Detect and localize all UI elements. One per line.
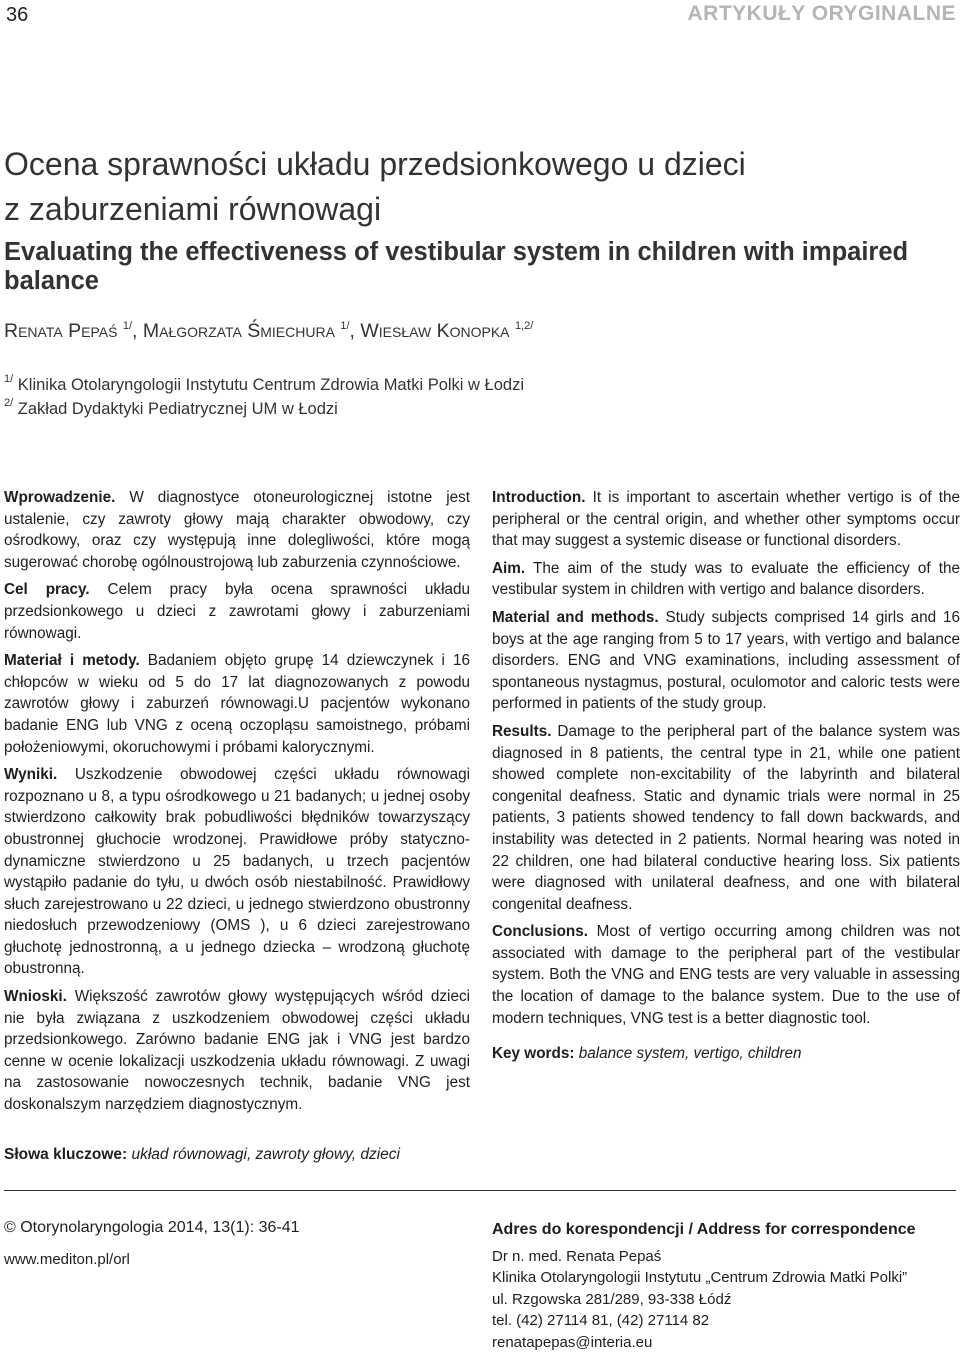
author-2 <box>143 320 361 342</box>
section-text: Study subjects comprised 14 girls and 16 boys at the age ranging from 5 to 17 years, with vertigo and balance disorders. ENG and VNG examinations, including assessment of spontaneous nystagmus, postural, oculomotor and caloric tests were performed in patients of the study group. <box>492 608 960 713</box>
section-heading: Material and methods. <box>492 608 659 626</box>
footer-divider <box>4 1190 956 1191</box>
affiliation-2 <box>4 397 338 419</box>
affiliation-mark: 2/ <box>4 397 14 409</box>
keywords-label: Key words: <box>492 1045 575 1063</box>
author-list <box>4 320 533 343</box>
correspondence-heading: Adres do korespondencji / Address for correspondence <box>492 1221 916 1238</box>
abstract-english <box>492 487 960 1071</box>
section-text: Damage to the peripheral part of the balance system was diagnosed in 8 patients, the central type in 21, while one patient showed complete non-excitability of the labyrinth and bilateral congenital deafness. Static and dynamic trials were normal in 25 patients, 3 patients showed tendency to fall down backwards, and instability was detected in 2 patients. Normal hearing was noted in 22 children, one had bilateral conductive hearing loss. Six patients were diagnosed with unilateral deafness, and one with bilateral congenital deafness. <box>492 722 960 913</box>
abstract-en-methods <box>492 607 960 715</box>
correspondence-street: ul. Rzgowska 281/289, 93-338 Łódź <box>492 1290 732 1308</box>
journal-citation: © Otorynolaryngologia 2014, 13(1): 36-41 <box>4 1219 300 1236</box>
section-text: It is important to ascertain whether vertigo is of the peripheral or the central origin, and whether other symptoms occur that may suggest a systemic disease or functional disorders. <box>492 489 960 550</box>
section-text: W diagnostyce otoneurologicznej istotne jest ustalenie, czy zawroty głowy mają charakter obwodowy, czy ośrodkowy, oraz czy występują inne dolegliwości, które mogą sugerować chorobę ogólnoustrojową lub zaburzenia czynnościowe. <box>4 489 470 571</box>
author-1 <box>4 320 143 342</box>
keywords-text: układ równowagi, zawroty głowy, dzieci <box>131 1146 400 1163</box>
section-heading: Cel pracy. <box>4 581 90 599</box>
abstract-pl-conclusions <box>4 986 470 1116</box>
section-heading: Conclusions. <box>492 923 589 941</box>
affiliation-mark: 1/ <box>4 373 14 385</box>
correspondence-name: Dr n. med. Renata Pepaś <box>492 1247 662 1265</box>
section-heading: Aim. <box>492 559 526 577</box>
section-text: Badaniem objęto grupę 14 dziewczynek i 16 chłopców w wieku od 5 do 17 lat diagnozowanych z powodu zawrotów głowy i zaburzeń równowagi.U pacjentów wykonano badanie ENG lub VNG z oceną oczopląsu samoistnego, próbami położeniowymi, okoruchowymi i próbami kalorycznymi. <box>4 652 471 756</box>
correspondence-address <box>492 1219 957 1353</box>
affiliation-text: Klinika Otolaryngologii Instytutu Centrum Zdrowia Matki Polki w Łodzi <box>17 376 524 394</box>
page-number: 36 <box>6 4 29 26</box>
journal-website-link[interactable]: www.mediton.pl/orl <box>4 1251 130 1268</box>
section-heading: Wyniki. <box>4 766 58 784</box>
abstract-pl-methods <box>4 650 470 758</box>
section-text: Celem pracy była ocena sprawności układu przedsionkowego u dzieci z zawrotami głowy i zaburzeniami równowagi. <box>4 581 470 642</box>
correspondence-institution: Klinika Otolaryngologii Instytutu „Centrum Zdrowia Matki Polki” <box>492 1269 908 1286</box>
section-heading: Materiał i metody. <box>4 652 140 670</box>
section-label: ARTYKUŁY ORYGINALNE <box>687 2 956 25</box>
abstract-en-conclusions <box>492 921 960 1029</box>
keywords-label: Słowa kluczowe: <box>4 1146 128 1163</box>
abstract-pl-introduction <box>4 487 470 573</box>
abstract-polish <box>4 487 470 1122</box>
author-affiliation-mark: 1/ <box>122 320 133 332</box>
abstract-pl-results <box>4 764 470 980</box>
section-text: Most of vertigo occurring among children was not associated with damage to the peripheral part of the vestibular system. Both the VNG and ENG tests are very valuable in assessing the location of damage to the balance system. Due to the use of modern techniques, VNG test is a better diagnostic tool. <box>492 923 960 1027</box>
section-heading: Wnioski. <box>4 988 67 1006</box>
article-title-english: Evaluating the effectiveness of vestibular system in children with impaired balance <box>4 238 909 295</box>
correspondence-phone: tel. (42) 27114 81, (42) 27114 82 <box>492 1312 710 1329</box>
author-separator: , <box>349 320 361 342</box>
correspondence-lines <box>492 1246 957 1354</box>
author-separator: , <box>132 320 143 342</box>
correspondence-email-link[interactable]: renatapepas@interia.eu <box>492 1333 653 1351</box>
section-text: Uszkodzenie obwodowej części układu równowagi rozpoznano u 8, a typu ośrodkowego u 21 badanych; u jednej osoby stwierdzono całkowity brak pobudliwości błędników towarzyszący obustronnej głuchocie wrodzonej. Prawidłowe próby statyczno-dynamiczne stwierdzono u 25 badanych, u trzech pacjentów wystąpiło padanie do tyłu, u dwóch osób niestabilność. Prawidłowy słuch zarejestrowano u 22 dzieci, u jednego stwierdzono obustronny niedosłuch przewodzeniowy (OMS ), u 6 dzieci zarejestrowano głuchotę jednostronną, a u jednego dziecka – wrodzoną głuchotę obustronną. <box>4 766 471 978</box>
affiliation-1 <box>4 373 524 395</box>
author-3 <box>360 320 533 342</box>
author-affiliation-mark: 1/ <box>340 320 350 332</box>
article-title-polish <box>4 142 954 232</box>
section-heading: Wprowadzenie. <box>4 489 116 506</box>
author-affiliation-mark: 1,2/ <box>514 320 534 332</box>
article-title-line-2: z zaburzeniami równowagi <box>4 191 382 227</box>
author-name: Renata Pepaś <box>4 320 118 342</box>
section-heading: Results. <box>492 722 552 740</box>
section-heading: Introduction. <box>492 489 586 506</box>
abstract-en-introduction <box>492 487 960 552</box>
keywords-english <box>492 1043 960 1065</box>
abstract-pl-aim <box>4 579 470 644</box>
affiliation-text: Zakład Dydaktyki Pediatrycznej UM w Łodzi <box>17 400 338 418</box>
abstract-en-results <box>492 721 960 915</box>
section-text: Większość zawrotów głowy występujących wśród dzieci nie była związana z uszkodzeniem obwodowej części układu przedsionkowego. Zarówno badanie ENG jak i VNG jest bardzo cenne w ocenie lokalizacji uszkodzenia układu równowagi. Z uwagi na zastosowanie nowoczesnych technik, badanie VNG jest doskonalszym narzędziem diagnostycznym. <box>4 988 471 1114</box>
abstract-en-aim <box>492 558 960 601</box>
section-text: The aim of the study was to evaluate the efficiency of the vestibular system in children with vertigo and balance disorders. <box>492 559 960 599</box>
author-name: Małgorzata Śmiechura <box>142 320 335 342</box>
keywords-text: balance system, vertigo, children <box>578 1045 802 1063</box>
author-name: Wiesław Konopka <box>360 320 510 342</box>
keywords-polish <box>4 1146 400 1164</box>
article-title-line-1: Ocena sprawności układu przedsionkowego u dzieci <box>4 146 746 182</box>
